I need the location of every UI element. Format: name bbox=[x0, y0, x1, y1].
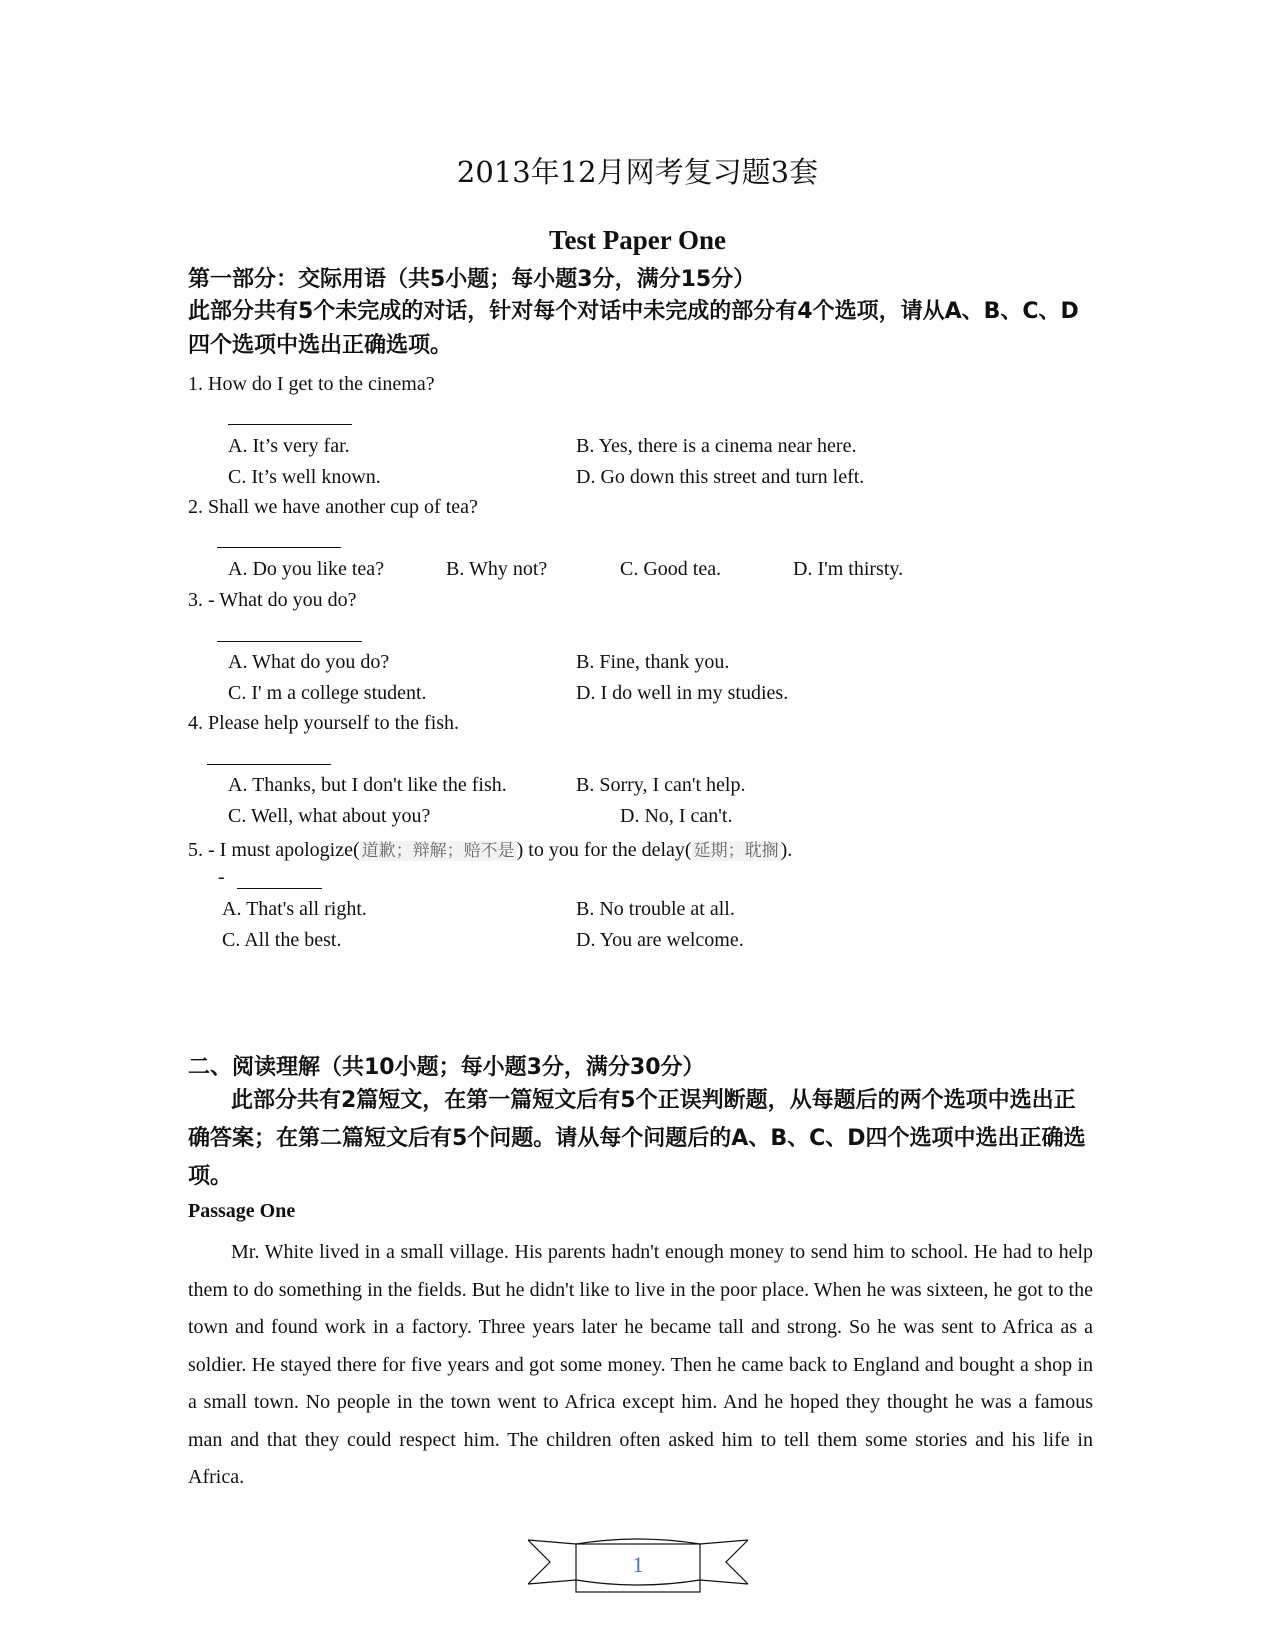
q3-option-a: A. What do you do? bbox=[228, 651, 390, 673]
q5-gloss-delay: 延期；耽搁 bbox=[693, 841, 779, 861]
q3-option-c: C. I' m a college student. bbox=[228, 682, 427, 704]
q4-option-c: C. Well, what about you? bbox=[228, 805, 431, 827]
q1-option-c: C. It’s well known. bbox=[228, 466, 381, 488]
answer-blank-5 bbox=[237, 888, 322, 889]
q5-option-c: C. All the best. bbox=[222, 929, 342, 951]
page-number: 1 bbox=[632, 1552, 644, 1577]
part2-heading: 二、阅读理解（共10小题；每小题3分，满分30分） bbox=[188, 1055, 705, 1080]
question-5-stem bbox=[188, 836, 792, 862]
q5-gloss-apologize: 道歉；辩解；赔不是 bbox=[361, 841, 515, 861]
q1-option-b: B. Yes, there is a cinema near here. bbox=[576, 435, 857, 457]
question-4-stem: 4. Please help yourself to the fish. bbox=[188, 712, 460, 734]
question-3-stem: 3. - What do you do? bbox=[188, 589, 357, 611]
page-footer bbox=[528, 1532, 748, 1602]
q4-option-b: B. Sorry, I can't help. bbox=[576, 774, 746, 796]
q3-option-d: D. I do well in my studies. bbox=[576, 682, 789, 704]
q5-stem-part1: 5. - I must apologize( bbox=[188, 839, 360, 861]
q2-option-a: A. Do you like tea? bbox=[228, 558, 385, 580]
passage-body: Mr. White lived in a small village. His parents hadn't enough money to send him to school. He had to help them to do something in the fields. But he didn't like to live in the poor place. When he was sixteen, he got to the town and found work in a factory. Three years later he became tall and strong. So he was sent to Africa as a soldier. He stayed there for five years and got some money. Then he came back to England and bought a shop in a small town. No people in the town went to Africa except him. And he hoped they thought he was a famous man and that they could respect him. The children often asked him to tell them some stories and his life in Africa. bbox=[188, 1241, 1093, 1488]
q2-option-d: D. I'm thirsty. bbox=[793, 558, 904, 580]
q2-option-c: C. Good tea. bbox=[620, 558, 722, 580]
q4-option-a: A. Thanks, but I don't like the fish. bbox=[228, 774, 507, 796]
passage-title: Passage One bbox=[188, 1200, 296, 1222]
paper-title: Test Paper One bbox=[548, 225, 726, 255]
part1-heading: 第一部分：交际用语（共5小题；每小题3分，满分15分） bbox=[188, 267, 756, 292]
q3-option-b: B. Fine, thank you. bbox=[576, 651, 730, 673]
q5-option-a: A. That's all right. bbox=[222, 898, 367, 920]
answer-blank-3 bbox=[217, 641, 362, 642]
part2-instruction: 此部分共有2篇短文，在第一篇短文后有5个正误判断题，从每题后的两个选项中选出正确答案；在第二篇短文后有5个问题。请从每个问题后的A、B、C、D四个选项中选出正确选项。 bbox=[188, 1088, 1086, 1189]
q5-stem-part2: ) to you for the delay( bbox=[516, 839, 692, 861]
q5-option-d: D. You are welcome. bbox=[576, 929, 744, 951]
q2-option-b: B. Why not? bbox=[446, 558, 548, 580]
answer-blank-1 bbox=[228, 424, 352, 425]
q5-option-b: B. No trouble at all. bbox=[576, 898, 735, 920]
answer-blank-2 bbox=[217, 547, 341, 548]
q1-option-d: D. Go down this street and turn left. bbox=[576, 466, 865, 488]
document-title: 2013年12月网考复习题3套 bbox=[456, 155, 819, 189]
q1-option-a: A. It’s very far. bbox=[228, 435, 350, 457]
q5-reply-dash: - bbox=[218, 866, 225, 888]
part1-instruction: 此部分共有5个未完成的对话，针对每个对话中未完成的部分有4个选项，请从A、B、C、D四个选项中选出正确选项。 bbox=[188, 299, 1079, 358]
question-2-stem: 2. Shall we have another cup of tea? bbox=[188, 496, 478, 518]
q5-stem-part3: ). bbox=[780, 839, 793, 861]
question-1-stem: 1. How do I get to the cinema? bbox=[188, 373, 435, 395]
q4-option-d: D. No, I can't. bbox=[620, 805, 733, 827]
answer-blank-4 bbox=[207, 764, 331, 765]
